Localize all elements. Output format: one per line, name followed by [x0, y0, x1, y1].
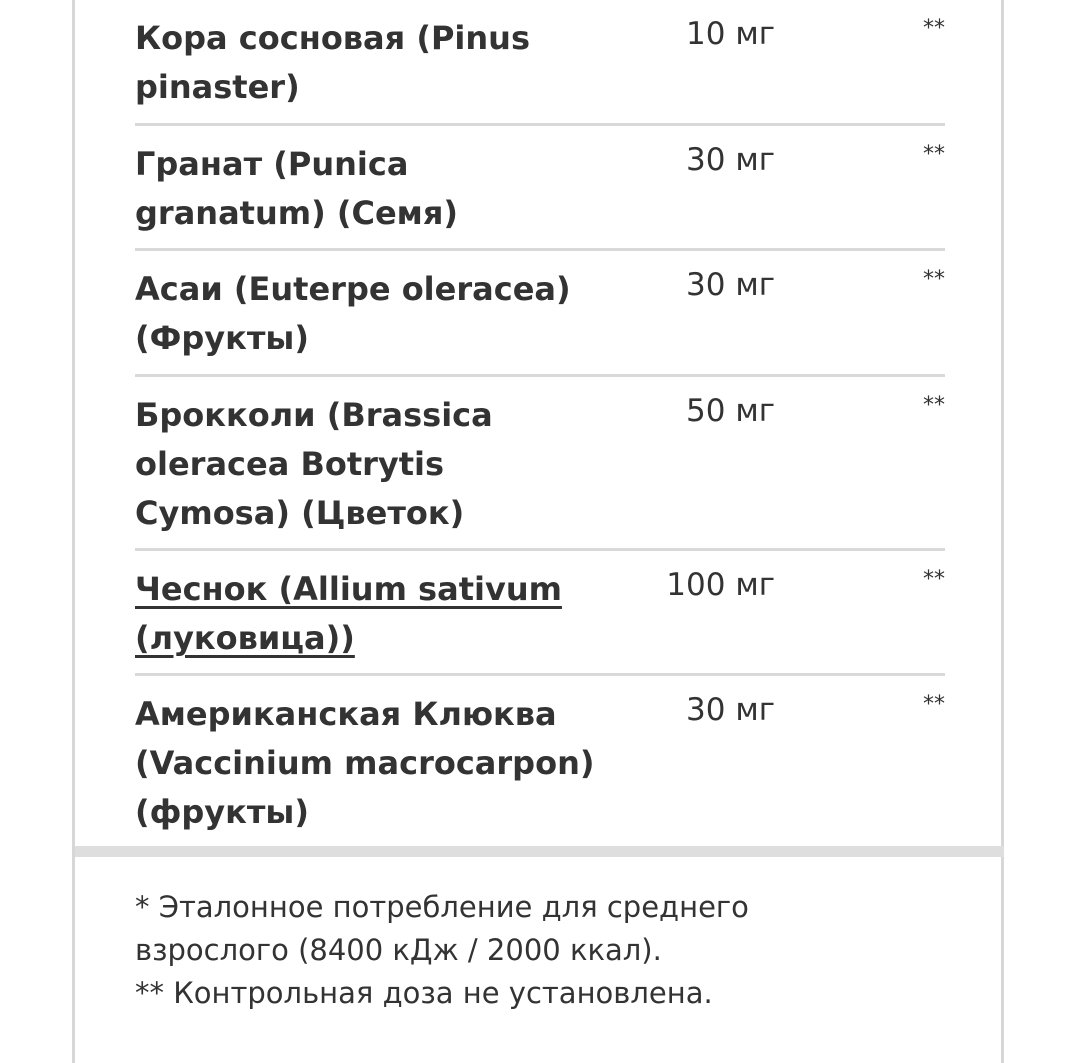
ingredient-amount: 50 мг: [686, 393, 775, 429]
daily-value: **: [923, 16, 945, 41]
daily-value: **: [923, 692, 945, 717]
daily-value: **: [923, 567, 945, 592]
ingredient-name: Гранат (Punica granatum) (Семя): [135, 145, 458, 232]
section-divider: [75, 846, 1004, 857]
ingredient-name: Кора сосновая (Pinus pinaster): [135, 19, 530, 106]
daily-value: **: [923, 267, 945, 292]
ingredient-amount: 100 мг: [666, 567, 775, 603]
daily-value: **: [923, 393, 945, 418]
ingredient-row: [135, 251, 945, 377]
ingredient-name: Брокколи (Brassica oleracea Botrytis Cymosa) (Цветок): [135, 396, 493, 532]
ingredients-table: [135, 0, 945, 846]
ingredient-row: [135, 0, 945, 126]
ingredient-name: Американская Клюква (Vaccinium macrocarpon) (фрукты): [135, 695, 595, 831]
ingredient-amount: 30 мг: [686, 692, 775, 728]
ingredient-link-garlic[interactable]: Чеснок (Allium sativum (луковица)): [135, 570, 562, 657]
daily-value: **: [923, 142, 945, 167]
ingredient-row: [135, 126, 945, 251]
ingredient-row: [135, 551, 945, 676]
ingredient-name: Асаи (Euterpe oleracea) (Фрукты): [135, 270, 571, 357]
ingredient-amount: 10 мг: [686, 16, 775, 52]
ingredient-amount: 30 мг: [686, 142, 775, 178]
ingredient-row: [135, 377, 945, 551]
ingredient-amount: 30 мг: [686, 267, 775, 303]
footnote-no-reference: ** Контрольная доза не установлена.: [135, 976, 713, 1010]
ingredient-row: [135, 676, 945, 846]
footnote-reference-intake: * Эталонное потребление для среднего взрослого (8400 кДж / 2000 ккал).: [135, 890, 749, 967]
footnotes: [135, 886, 895, 1015]
